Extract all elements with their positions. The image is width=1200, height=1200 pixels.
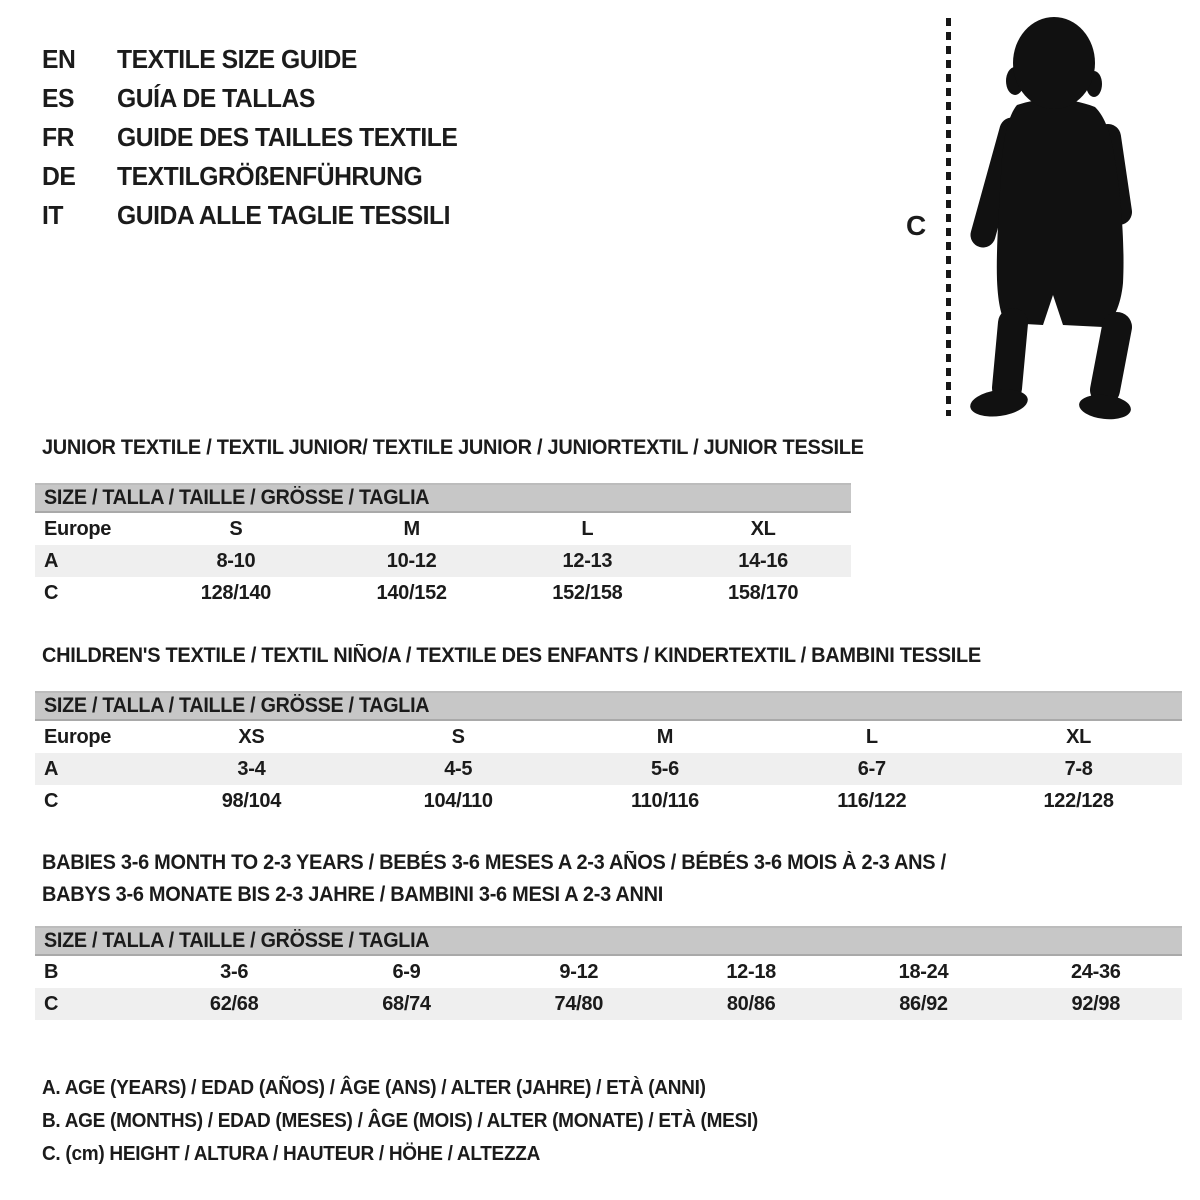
legend-line-a: A. AGE (YEARS) / EDAD (AÑOS) / ÂGE (ANS) / ALTER (JAHRE) / ETÀ (ANNI)	[42, 1077, 706, 1099]
table-row-europe	[35, 513, 851, 545]
size-cell: XL	[750, 517, 776, 540]
size-header-label: SIZE / TALLA / TAILLE / GRÖSSE / TAGLIA	[44, 486, 430, 509]
silhouette-right-leg	[1105, 327, 1117, 390]
size-cell: 4-5	[444, 757, 473, 780]
size-cell: 104/110	[423, 789, 493, 812]
size-cell: 86/92	[899, 992, 948, 1015]
size-cell: 10-12	[386, 549, 437, 572]
size-cell: 98/104	[221, 789, 282, 812]
row-label: C	[44, 992, 59, 1015]
row-label: C	[44, 581, 59, 604]
size-cell: M	[656, 725, 674, 748]
size-header-band	[35, 926, 1182, 956]
size-cell: 12-13	[562, 549, 613, 572]
lang-title: GUIDE DES TAILLES TEXTILE	[117, 122, 458, 152]
size-header-band	[35, 691, 1182, 721]
size-cell: 128/140	[200, 581, 271, 604]
silhouette-head	[1013, 17, 1095, 109]
row-label: Europe	[44, 517, 112, 540]
children-section-title: CHILDREN'S TEXTILE / TEXTIL NIÑO/A / TEXTILE DES ENFANTS / KINDERTEXTIL / BAMBINI TESSILE	[42, 644, 981, 667]
table-row-height-cm	[35, 988, 1182, 1020]
size-cell: 12-18	[726, 960, 776, 983]
lang-row-es	[42, 79, 457, 118]
lang-row-it	[42, 196, 457, 235]
size-cell: 74/80	[554, 992, 604, 1015]
silhouette-left-leg	[1007, 323, 1013, 388]
size-cell: L	[581, 517, 594, 540]
row-label: C	[44, 789, 59, 812]
size-cell: 3-6	[220, 960, 249, 983]
measurement-legend	[42, 1072, 758, 1171]
size-cell: M	[403, 517, 420, 540]
size-cell: 9-12	[559, 960, 599, 983]
table-row-age-years	[35, 545, 851, 577]
babies-section-title-line1: BABIES 3-6 MONTH TO 2-3 YEARS / BEBÉS 3-6 MESES A 2-3 AÑOS / BÉBÉS 3-6 MOIS À 2-3 ANS /	[42, 851, 946, 874]
lang-title: GUIDA ALLE TAGLIE TESSILI	[117, 200, 451, 230]
row-label: B	[44, 960, 59, 983]
size-cell: 116/122	[837, 789, 907, 812]
size-cell: 62/68	[209, 992, 259, 1015]
size-cell: 68/74	[382, 992, 431, 1015]
size-cell: 3-4	[237, 757, 266, 780]
language-title-list	[42, 40, 457, 235]
size-header-label: SIZE / TALLA / TAILLE / GRÖSSE / TAGLIA	[44, 694, 430, 717]
silhouette-right-foot	[1078, 392, 1132, 420]
lang-code: ES	[42, 83, 75, 113]
size-cell: 92/98	[1071, 992, 1121, 1015]
table-row-height-cm	[35, 785, 1182, 817]
lang-row-fr	[42, 118, 457, 157]
size-cell: 8-10	[216, 549, 256, 572]
row-label: Europe	[44, 725, 112, 748]
lang-code: FR	[42, 122, 74, 152]
lang-title: TEXTILGRÖßENFÜHRUNG	[117, 161, 423, 191]
table-row-height-cm	[35, 577, 851, 609]
height-measure-label: C	[906, 210, 927, 241]
size-cell: L	[865, 725, 878, 748]
children-size-table	[35, 691, 1182, 817]
legend-line-c: C. (cm) HEIGHT / ALTURA / HAUTEUR / HÖHE / ALTEZZA	[42, 1143, 541, 1165]
table-row-age-months	[35, 956, 1182, 988]
size-cell: 6-7	[857, 757, 886, 780]
size-header-label: SIZE / TALLA / TAILLE / GRÖSSE / TAGLIA	[44, 929, 430, 952]
row-label: A	[44, 757, 59, 780]
size-cell: S	[451, 725, 465, 748]
size-cell: 122/128	[1043, 789, 1114, 812]
junior-size-table	[35, 483, 851, 609]
size-cell: 18-24	[898, 960, 949, 983]
junior-section-title: JUNIOR TEXTILE / TEXTIL JUNIOR/ TEXTILE JUNIOR / JUNIORTEXTIL / JUNIOR TESSILE	[42, 436, 864, 459]
size-cell: S	[229, 517, 243, 540]
size-cell: 6-9	[392, 960, 421, 983]
babies-size-table	[35, 926, 1182, 1020]
size-cell: 14-16	[738, 549, 788, 572]
lang-code: IT	[42, 200, 64, 230]
lang-row-de	[42, 157, 457, 196]
size-cell: XS	[238, 725, 265, 748]
babies-section-title-line2: BABYS 3-6 MONATE BIS 2-3 JAHRE / BAMBINI 3-6 MESI A 2-3 ANNI	[42, 883, 664, 906]
legend-line-b: B. AGE (MONTHS) / EDAD (MESES) / ÂGE (MOIS) / ALTER (MONATE) / ETÀ (MESI)	[42, 1110, 758, 1132]
size-cell: 140/152	[376, 581, 447, 604]
table-row-age-years	[35, 753, 1182, 785]
table-row-europe	[35, 721, 1182, 753]
lang-row-en	[42, 40, 457, 79]
size-cell: 5-6	[650, 757, 679, 780]
size-cell: XL	[1066, 725, 1092, 748]
lang-title: TEXTILE SIZE GUIDE	[117, 44, 357, 74]
lang-code: EN	[42, 44, 76, 74]
size-cell: 152/158	[552, 581, 623, 604]
silhouette-torso-shorts	[997, 99, 1124, 327]
row-label: A	[44, 549, 59, 572]
size-header-band	[35, 483, 851, 513]
size-cell: 7-8	[1064, 757, 1093, 780]
size-cell: 110/116	[630, 789, 699, 812]
lang-title: GUÍA DE TALLAS	[117, 83, 315, 113]
size-cell: 24-36	[1070, 960, 1121, 983]
lang-code: DE	[42, 161, 76, 191]
height-measure-dotted-line	[946, 18, 951, 416]
size-cell: 80/86	[726, 992, 776, 1015]
toddler-silhouette-image	[955, 5, 1195, 420]
size-cell: 158/170	[728, 581, 799, 604]
